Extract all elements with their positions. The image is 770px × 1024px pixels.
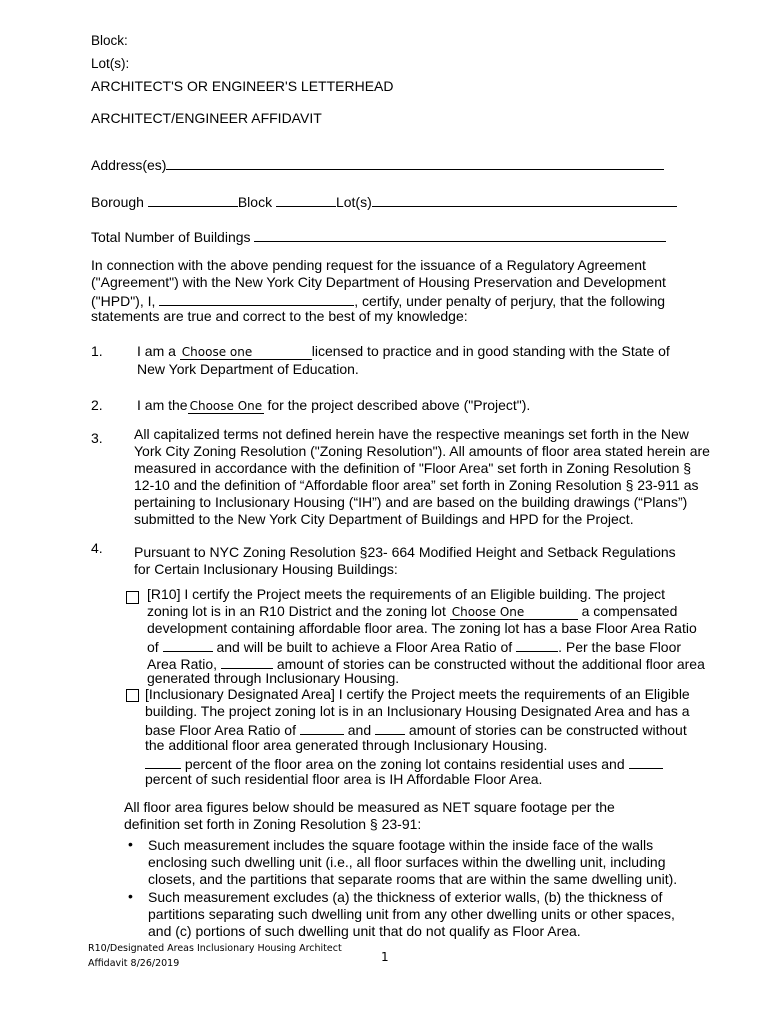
header-lots-label: Lot(s): — [91, 56, 130, 71]
r10-checkbox[interactable] — [126, 591, 139, 604]
item-2-number: 2. — [91, 397, 103, 413]
r10-line-3: development containing affordable floor area. The zoning lot has a base Floor Area Ratio — [147, 620, 697, 636]
r10-line-5a: Area Ratio, — [147, 656, 218, 672]
bullet-2-line-3: and (c) portions of such dwelling unit that do not qualify as Floor Area. — [148, 923, 581, 939]
r10-stories-field[interactable] — [221, 654, 273, 669]
intro-line-2: ("Agreement") with the New York City Department of Housing Preservation and Development — [91, 274, 666, 290]
item-1-pre: I am a — [137, 343, 176, 359]
address-label: Address(es) — [91, 157, 167, 173]
profession-dropdown[interactable]: Choose one — [180, 345, 312, 360]
item-3-line-3: measured in accordance with the definition of "Floor Area" set forth in Zoning Resolution § — [134, 460, 692, 476]
bullet-1-line-1: Such measurement includes the square footage within the inside face of the walls — [148, 837, 654, 853]
item-1-post: licensed to practice and in good standing with the State of — [311, 343, 670, 359]
bullet-2-line-2: partitions separating such dwelling unit from any other dwelling units or other spaces, — [148, 906, 675, 922]
affordable-percent-field[interactable] — [629, 754, 663, 769]
block-label: Block — [237, 194, 273, 210]
r10-line-2a: zoning lot is in an R10 District and the zoning lot — [147, 603, 446, 619]
r10-line-6: generated through Inclusionary Housing. — [147, 670, 400, 686]
r10-line-4a: of — [147, 639, 159, 655]
measurement-line-1: All floor area figures below should be measured as NET square footage per the — [124, 799, 615, 815]
header-block-label: Block: — [91, 33, 128, 48]
intro-line-4: statements are true and correct to the best of my knowledge: — [91, 308, 468, 324]
item-1-line-1 — [137, 343, 670, 360]
designated-line-6: percent of such residential floor area is IH Affordable Floor Area. — [145, 771, 543, 787]
designated-line-3 — [145, 720, 687, 738]
residential-percent-field[interactable] — [145, 754, 181, 769]
item-4-line-2: for Certain Inclusionary Housing Buildings: — [134, 561, 398, 577]
address-row — [91, 155, 664, 173]
letterhead-title: ARCHITECT'S OR ENGINEER'S LETTERHEAD — [91, 78, 394, 94]
measurement-line-2: definition set forth in Zoning Resolution § 23-91: — [124, 816, 422, 832]
item-2-line — [137, 397, 530, 414]
r10-line-4b: and will be built to achieve a Floor Area Ratio of — [216, 639, 513, 655]
bullet-1: • — [128, 836, 133, 852]
designated-line-2: building. The project zoning lot is in an Inclusionary Housing Designated Area and has a — [145, 703, 690, 719]
intro-line-1: In connection with the above pending request for the issuance of a Regulatory Agreement — [91, 257, 646, 273]
designated-line-3a: base Floor Area Ratio of — [145, 722, 296, 738]
designated-line-3b: and — [347, 722, 372, 738]
borough-row — [91, 192, 677, 210]
r10-target-far-field[interactable] — [516, 637, 558, 652]
compensated-dropdown[interactable]: Choose One — [450, 605, 578, 620]
intro-line-3a: ("HPD"), I, — [91, 293, 156, 309]
r10-line-2 — [147, 603, 677, 620]
item-2-pre: I am the — [137, 397, 188, 413]
intro-line-3 — [91, 291, 665, 309]
designated-base-far-field[interactable] — [300, 720, 344, 735]
designated-area-checkbox[interactable] — [126, 689, 139, 702]
item-1-line-2: New York Department of Education. — [137, 361, 359, 377]
block-field[interactable] — [276, 192, 336, 207]
item-3-line-2: York City Zoning Resolution ("Zoning Resolution"). All amounts of floor area stated herein are — [134, 443, 710, 459]
bullet-2: • — [128, 888, 133, 904]
total-buildings-field[interactable] — [254, 227, 666, 242]
bullet-2-line-1: Such measurement excludes (a) the thickness of exterior walls, (b) the thickness of — [148, 889, 663, 905]
r10-line-4c: . Per the base Floor — [558, 639, 682, 655]
lots-field[interactable] — [372, 192, 677, 207]
designated-stories-field[interactable] — [375, 720, 405, 735]
item-3-line-6: submitted to the New York City Department of Buildings and HPD for the Project. — [134, 511, 634, 527]
intro-line-3b: , certify, under penalty of perjury, that the following — [354, 293, 666, 309]
designated-line-3c: amount of stories can be constructed without — [408, 722, 687, 738]
item-3-number: 3. — [91, 430, 103, 446]
designated-line-5a: percent of the floor area on the zoning lot contains residential uses and — [184, 756, 625, 772]
address-field[interactable] — [166, 155, 664, 170]
bullet-1-line-2: enclosing such dwelling unit (i.e., all floor surfaces within the dwelling unit, including — [148, 854, 666, 870]
r10-line-1: [R10] I certify the Project meets the requirements of an Eligible building. The project — [147, 586, 666, 602]
item-4-line-1: Pursuant to NYC Zoning Resolution §23- 664 Modified Height and Setback Regulations — [134, 544, 676, 560]
borough-label: Borough — [91, 194, 144, 210]
r10-line-5b: amount of stories can be constructed without the additional floor area — [276, 656, 705, 672]
lots-label: Lot(s) — [335, 194, 372, 210]
total-buildings-label: Total Number of Buildings — [91, 229, 251, 245]
item-3-line-4: 12-10 and the definition of “Affordable floor area” set forth in Zoning Resolution § 23-911 as — [134, 477, 699, 493]
footer-doc-date: Affidavit 8/26/2019 — [88, 958, 180, 969]
designated-line-1: [Inclusionary Designated Area] I certify the Project meets the requirements of an Eligible — [145, 686, 690, 702]
bullet-1-line-3: closets, and the partitions that separate rooms that are within the same dwelling unit). — [148, 871, 678, 887]
item-3-line-1: All capitalized terms not defined herein have the respective meanings set forth in the New — [134, 426, 689, 442]
affidavit-title: ARCHITECT/ENGINEER AFFIDAVIT — [91, 110, 322, 126]
page-number: 1 — [381, 950, 389, 964]
designated-line-4: the additional floor area generated through Inclusionary Housing. — [145, 737, 548, 753]
footer-doc-name: R10/Designated Areas Inclusionary Housing Architect — [88, 943, 342, 954]
borough-field[interactable] — [148, 192, 238, 207]
item-4-number: 4. — [91, 540, 103, 556]
r10-base-far-field[interactable] — [163, 637, 213, 652]
designated-line-5 — [145, 754, 663, 772]
item-2-post: for the project described above ("Project"). — [267, 397, 531, 413]
total-buildings-row — [91, 227, 666, 245]
name-field[interactable] — [159, 291, 354, 306]
role-dropdown[interactable]: Choose One — [189, 399, 263, 413]
item-1-number: 1. — [91, 343, 103, 359]
r10-line-4 — [147, 637, 681, 655]
item-3-line-5: pertaining to Inclusionary Housing (“IH”) and are based on the building drawings (“Plans”) — [134, 494, 688, 510]
r10-line-2b: a compensated — [581, 603, 678, 619]
